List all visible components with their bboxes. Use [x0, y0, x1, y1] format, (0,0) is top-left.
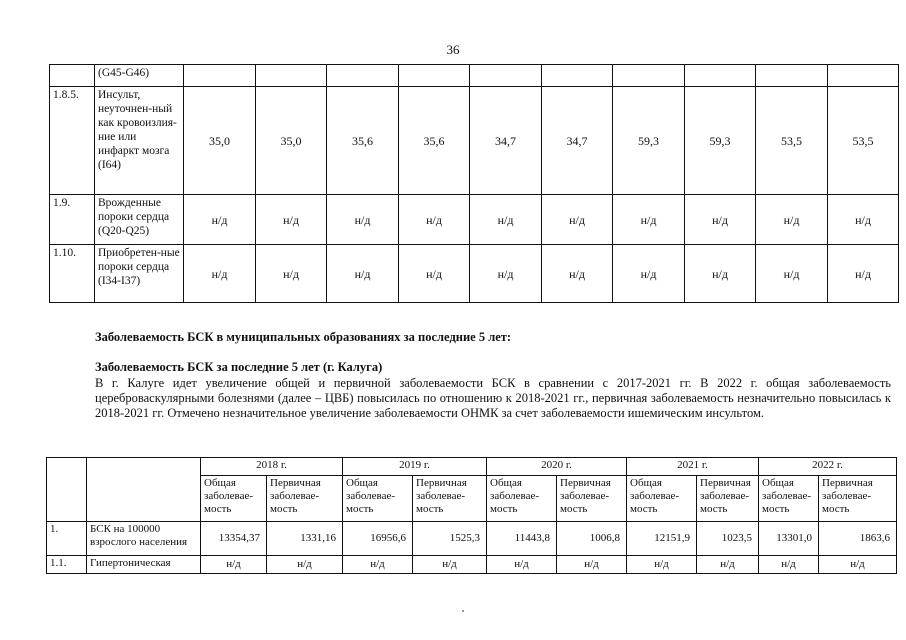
row-name: БСК на 100000 взрослого населения: [87, 522, 201, 556]
value-cell: 53,5: [756, 87, 828, 195]
value-cell: н/д: [756, 195, 828, 245]
kaluga-paragraph: В г. Калуге идет увеличение общей и первичной заболеваемости БСК в сравнении с 2017-2021 гг. В 2022 г. общая заболеваемость цереброваскулярными болезнями (далее – ЦВБ) повысилась по отношению к 2018-2021 гг., первичная заболеваемость незначительно повысилась к 2018-2021 гг. Отмечено незначительное увеличение заболеваемости ОНМК за счет заболеваемости ишемическим инсультом.: [95, 376, 891, 420]
section-heading-kaluga: Заболеваемость БСК за последние 5 лет (г. Калуга): [95, 360, 383, 374]
header-empty-num: [47, 458, 87, 522]
value-cell: 1331,16: [267, 522, 343, 556]
primary-morbidity-header: Первичная заболевае-мость: [819, 476, 897, 522]
value-cell: н/д: [470, 245, 542, 303]
value-cell: н/д: [697, 556, 759, 574]
value-cell: 1863,6: [819, 522, 897, 556]
value-cell: 1023,5: [697, 522, 759, 556]
kaluga-morbidity-table: [46, 457, 897, 574]
value-cell: н/д: [613, 195, 685, 245]
value-cell: [184, 65, 256, 87]
header-row-years: [47, 458, 897, 476]
value-cell: [327, 65, 399, 87]
value-cell: 35,6: [399, 87, 470, 195]
value-cell: н/д: [413, 556, 487, 574]
primary-morbidity-header: Первичная заболевае-мость: [697, 476, 759, 522]
table-row: [50, 245, 899, 303]
row-name: Врожденные пороки сердца (Q20-Q25): [95, 195, 184, 245]
value-cell: н/д: [487, 556, 557, 574]
value-cell: н/д: [627, 556, 697, 574]
row-name: Гипертоническая: [87, 556, 201, 574]
value-cell: н/д: [470, 195, 542, 245]
value-cell: 16956,6: [343, 522, 413, 556]
value-cell: [542, 65, 613, 87]
value-cell: [685, 65, 756, 87]
total-morbidity-header: Общая заболевае-мость: [343, 476, 413, 522]
value-cell: 53,5: [828, 87, 899, 195]
scan-dot: [462, 610, 464, 612]
value-cell: н/д: [685, 195, 756, 245]
row-name: Инсульт, неуточнен-ный как кровоизлия-ние или инфаркт мозга (I64): [95, 87, 184, 195]
value-cell: [399, 65, 470, 87]
total-morbidity-header: Общая заболевае-мость: [759, 476, 819, 522]
value-cell: н/д: [267, 556, 343, 574]
value-cell: 35,0: [256, 87, 327, 195]
value-cell: 13354,37: [201, 522, 267, 556]
value-cell: н/д: [557, 556, 627, 574]
value-cell: [756, 65, 828, 87]
total-morbidity-header: Общая заболевае-мость: [627, 476, 697, 522]
value-cell: [828, 65, 899, 87]
value-cell: н/д: [399, 245, 470, 303]
value-cell: н/д: [613, 245, 685, 303]
row-number: 1.10.: [50, 245, 95, 303]
value-cell: н/д: [756, 245, 828, 303]
value-cell: [613, 65, 685, 87]
header-empty-name: [87, 458, 201, 522]
value-cell: н/д: [542, 245, 613, 303]
value-cell: 1006,8: [557, 522, 627, 556]
primary-morbidity-header: Первичная заболевае-мость: [557, 476, 627, 522]
value-cell: 59,3: [685, 87, 756, 195]
row-name: (G45-G46): [95, 65, 184, 87]
value-cell: [470, 65, 542, 87]
value-cell: 34,7: [542, 87, 613, 195]
value-cell: 12151,9: [627, 522, 697, 556]
year-header: 2022 г.: [759, 458, 897, 476]
value-cell: 35,0: [184, 87, 256, 195]
section-heading-municipal: Заболеваемость БСК в муниципальных образованиях за последние 5 лет:: [95, 330, 512, 344]
row-number: 1.: [47, 522, 87, 556]
value-cell: н/д: [184, 245, 256, 303]
value-cell: н/д: [685, 245, 756, 303]
value-cell: [256, 65, 327, 87]
value-cell: 34,7: [470, 87, 542, 195]
total-morbidity-header: Общая заболевае-мость: [201, 476, 267, 522]
total-morbidity-header: Общая заболевае-мость: [487, 476, 557, 522]
year-header: 2020 г.: [487, 458, 627, 476]
table-row: [47, 522, 897, 556]
value-cell: 35,6: [327, 87, 399, 195]
table-row: [50, 65, 899, 87]
value-cell: 11443,8: [487, 522, 557, 556]
value-cell: н/д: [399, 195, 470, 245]
row-number: 1.9.: [50, 195, 95, 245]
primary-morbidity-header: Первичная заболевае-мость: [267, 476, 343, 522]
value-cell: 59,3: [613, 87, 685, 195]
value-cell: н/д: [343, 556, 413, 574]
year-header: 2019 г.: [343, 458, 487, 476]
table-row: [50, 87, 899, 195]
table-row: [47, 556, 897, 574]
row-number: [50, 65, 95, 87]
page-number: 36: [446, 42, 460, 57]
row-name: Приобретен-ные пороки сердца (I34-I37): [95, 245, 184, 303]
value-cell: н/д: [759, 556, 819, 574]
value-cell: 1525,3: [413, 522, 487, 556]
year-header: 2021 г.: [627, 458, 759, 476]
value-cell: 13301,0: [759, 522, 819, 556]
value-cell: н/д: [201, 556, 267, 574]
morbidity-table-continued: [49, 64, 899, 303]
value-cell: н/д: [828, 195, 899, 245]
value-cell: н/д: [327, 245, 399, 303]
value-cell: н/д: [542, 195, 613, 245]
value-cell: н/д: [327, 195, 399, 245]
value-cell: н/д: [819, 556, 897, 574]
value-cell: н/д: [256, 195, 327, 245]
value-cell: н/д: [184, 195, 256, 245]
value-cell: н/д: [256, 245, 327, 303]
year-header: 2018 г.: [201, 458, 343, 476]
table-row: [50, 195, 899, 245]
value-cell: н/д: [828, 245, 899, 303]
primary-morbidity-header: Первичная заболевае-мость: [413, 476, 487, 522]
row-number: 1.8.5.: [50, 87, 95, 195]
row-number: 1.1.: [47, 556, 87, 574]
